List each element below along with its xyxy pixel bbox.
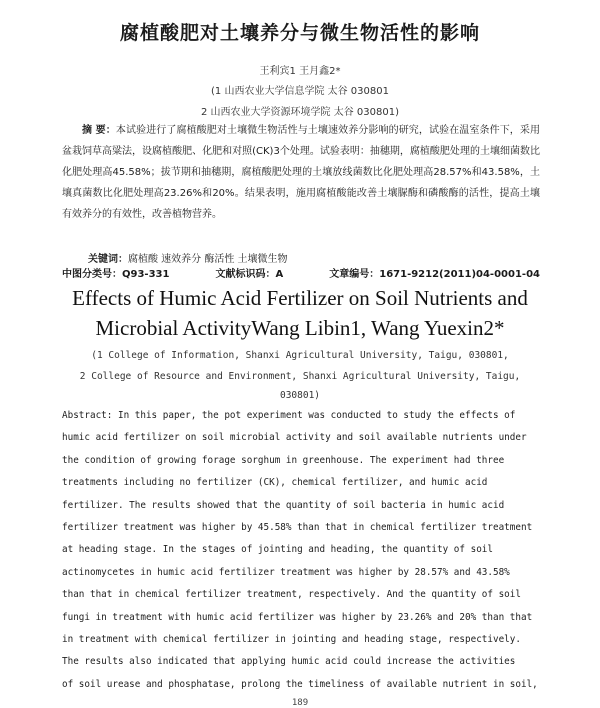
abstract-line: actinomycetes in humic acid fertilizer treatment was higher by 28.57% and 43.58%	[62, 566, 510, 578]
chinese-keywords-label: 关键词：	[88, 254, 128, 265]
chinese-keywords-text: 腐植酸 速效养分 酶活性 土壤微生物	[128, 254, 288, 265]
abstract-line: The results also indicated that applying humic acid could increase the activities	[62, 656, 516, 668]
clc-number: 中图分类号：Q93-331	[62, 269, 170, 280]
abstract-line: fungi in treatment with humic acid fertilizer was higher by 23.26% and 20% than that	[62, 611, 533, 623]
article-number: 文章编号：1671-9212(2011)04-0001-04	[329, 269, 540, 280]
page-number: 189	[291, 698, 309, 708]
english-abstract	[62, 405, 540, 696]
abstract-line: fertilizer treatment was higher by 45.58% than that in chemical fertilizer treatment	[62, 522, 533, 534]
english-title-line-2: Microbial ActivityWang Libin1, Wang Yuexin2*	[95, 316, 505, 340]
english-affiliation-1: (1 College of Information, Shanxi Agricultural University, Taigu, 030801,	[91, 350, 509, 361]
abstract-line: treatments including no fertilizer (CK), chemical fertilizer, and humic acid	[62, 477, 488, 489]
abstract-line: humic acid fertilizer on soil microbial activity and soil available nutrients under	[62, 432, 527, 444]
chinese-affiliation-1: (1 山西农业大学信息学院 太谷 030801	[211, 86, 389, 97]
abstract-line: fertilizer. The results showed that the quantity of soil bacteria in humic acid	[62, 499, 505, 511]
chinese-abstract	[62, 120, 540, 225]
chinese-title: 腐植酸肥对土壤养分与微生物活性的影响	[119, 22, 480, 44]
chinese-keywords	[88, 250, 288, 265]
chinese-abstract-text: 本试验进行了腐植酸肥对土壤微生物活性与土壤速效养分影响的研究，试验在温室条件下，采用盆栽饲草高粱法，设腐植酸肥、化肥和对照(CK)3个处理。试验表明：抽穗期，腐植酸肥处理的土壤细菌数比化肥处理高45.58%；拔节期和抽穗期，腐植酸肥处理的土壤放线菌数比化肥处理高28.57%和43.58%，土壤真菌数比化肥处理高23.26%和20%。结果表明，施用腐植酸能改善土壤脲酶和磷酸酶的活性，提高土壤有效养分的有效性，改善植物营养。	[62, 125, 541, 220]
abstract-line: at heading stage. In the stages of jointing and heading, the quantity of soil	[62, 544, 493, 556]
abstract-line: Abstract: In this paper, the pot experiment was conducted to study the effects of	[62, 410, 516, 421]
english-affiliation-3: 030801)	[279, 390, 321, 401]
classification-row	[62, 265, 540, 280]
document-code: 文献标识码：A	[215, 269, 284, 280]
abstract-line: in treatment with chemical fertilizer in jointing and heading stage, respectively.	[62, 634, 521, 646]
english-affiliation-2: 2 College of Resource and Environment, Shanxi Agricultural University, Taigu,	[79, 371, 521, 382]
abstract-line: than that in chemical fertilizer treatment, respectively. And the quantity of soil	[62, 589, 521, 601]
chinese-affiliation-2: 2 山西农业大学资源环境学院 太谷 030801)	[201, 107, 399, 118]
chinese-abstract-label: 摘 要：	[82, 125, 116, 136]
abstract-line: of soil urease and phosphatase, prolong the timeliness of available nutrient in soil,	[62, 678, 538, 690]
abstract-line: the condition of growing forage sorghum in greenhouse. The experiment had three	[62, 454, 505, 466]
english-title-line-1: Effects of Humic Acid Fertilizer on Soil Nutrients and	[72, 286, 528, 310]
chinese-authors: 王利宾1 王月鑫2*	[259, 66, 341, 77]
